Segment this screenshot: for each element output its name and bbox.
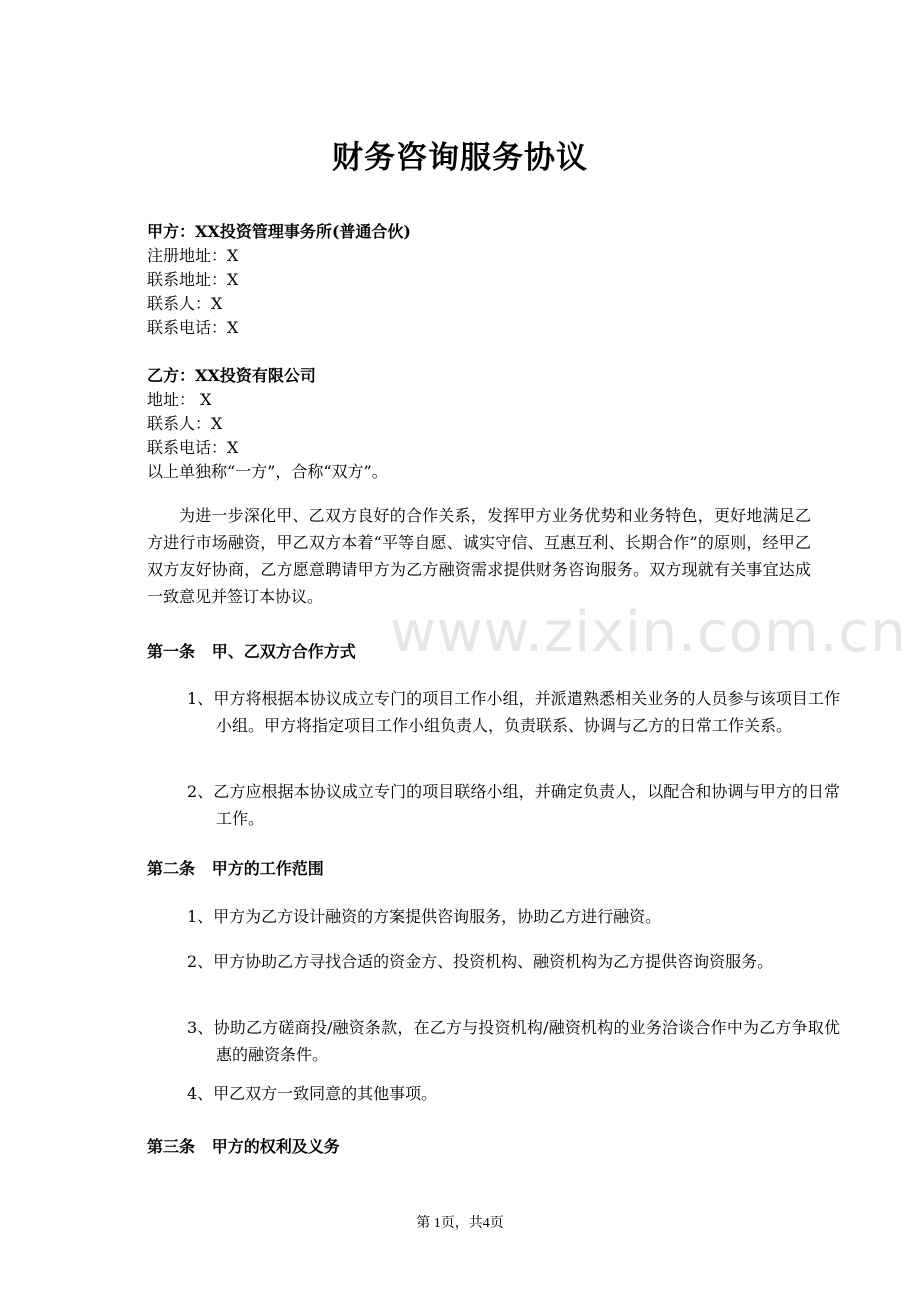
- article-2-heading: 第二条 甲方的工作范围: [147, 859, 324, 878]
- article-3-heading: 第三条 甲方的权利及义务: [147, 1137, 340, 1156]
- preamble-paragraph: 为进一步深化甲、乙双方良好的合作关系，发挥甲方业务优势和业务特色，更好地满足乙方进行市场融资，甲乙双方本着“平等自愿、诚实守信、互惠互利、长期合作”的原则，经甲乙双方友好协商，乙方愿意聘请甲方为乙方融资需求提供财务咨询服务。双方现就有关事宜达成一致意见并签订本协议。: [147, 506, 811, 606]
- parties-definition: 以上单独称“一方”，合称“双方”。: [147, 462, 388, 481]
- party-a-registered-address: 注册地址：X: [147, 246, 239, 265]
- party-b-name: 乙方：XX投资有限公司: [147, 366, 316, 385]
- article-1-heading: 第一条 甲、乙双方合作方式: [147, 642, 356, 661]
- party-a-phone: 联系电话：X: [147, 318, 239, 337]
- article-2-item-1: 1、甲方为乙方设计融资的方案提供咨询服务，协助乙方进行融资。: [187, 907, 662, 926]
- article-1-item-1: 1、甲方将根据本协议成立专门的项目工作小组，并派遣熟悉相关业务的人员参与该项目工作小组。甲方将指定项目工作小组负责人，负责联系、协调与乙方的日常工作关系。: [187, 689, 840, 735]
- party-b-contact-person: 联系人：X: [147, 414, 223, 433]
- party-b-phone: 联系电话：X: [147, 438, 239, 457]
- article-1-item-2: 2、乙方应根据本协议成立专门的项目联络小组，并确定负责人，以配合和协调与甲方的日常工作。: [187, 782, 840, 828]
- watermark: www.zixin.com.cn: [390, 600, 907, 665]
- article-2-item-2: 2、甲方协助乙方寻找合适的资金方、投资机构、融资机构为乙方提供咨询资服务。: [187, 952, 774, 971]
- party-a-contact-person: 联系人：X: [147, 294, 223, 313]
- article-2-item-4: 4、甲乙双方一致同意的其他事项。: [187, 1084, 438, 1103]
- page-footer: 第 1页，共4页: [416, 1216, 504, 1231]
- document-title: 财务咨询服务协议: [332, 140, 588, 176]
- party-a-contact-address: 联系地址：X: [147, 270, 239, 289]
- article-2-item-3: 3、协助乙方磋商投/融资条款，在乙方与投资机构/融资机构的业务洽谈合作中为乙方争取优惠的融资条件。: [187, 1018, 840, 1064]
- party-a-name: 甲方：XX投资管理事务所(普通合伙): [147, 222, 411, 241]
- party-b-address: 地址： X: [147, 390, 212, 409]
